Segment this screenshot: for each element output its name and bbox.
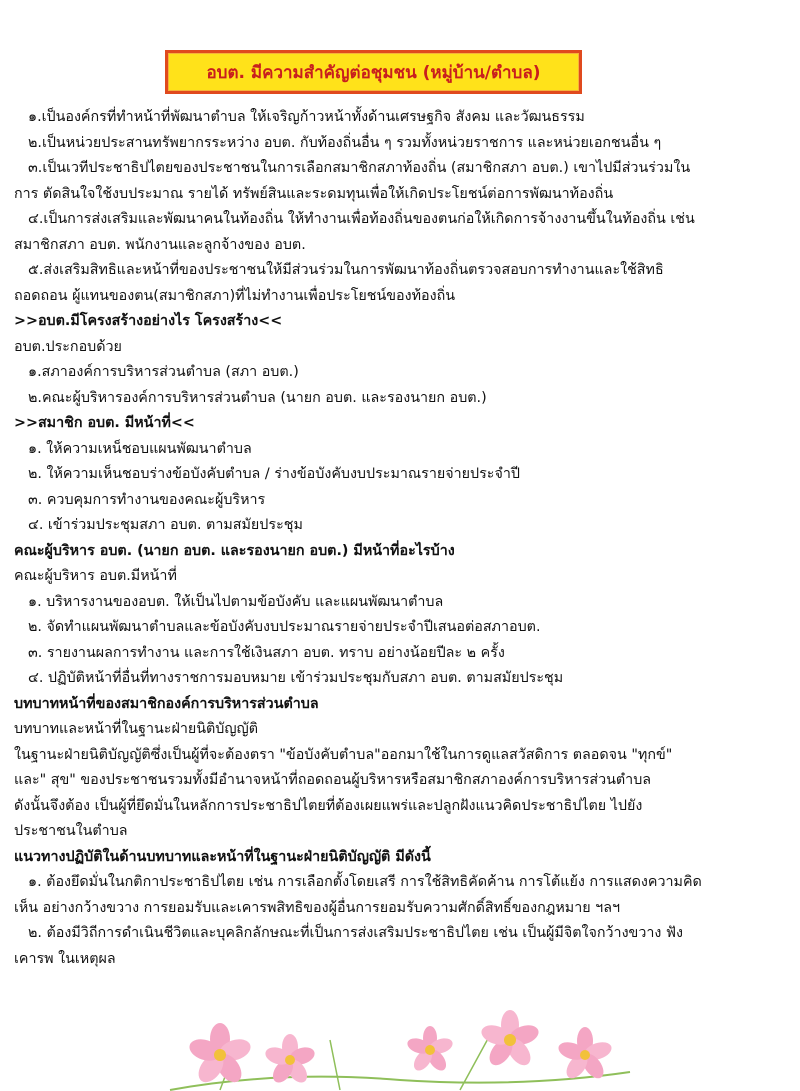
list-item: ๒.เป็นหน่วยประสานทรัพยากรระหว่าง อบต. กับท้องถิ่นอื่น ๆ รวมทั้งหน่วยราชการ และหน่วยเอกชนอื่น ๆ: [28, 134, 662, 151]
page-title-box: [165, 50, 582, 94]
list-item: ๑.เป็นองค์กรที่ทำหน้าที่พัฒนาตำบล ให้เจริญก้าวหน้าทั้งด้านเศรษฐกิจ สังคม และวัฒนธรรม: [28, 109, 585, 125]
list-item: ๑. บริหารงานของอบต. ให้เป็นไปตามข้อบังคับ และแผนพัฒนาตำบล: [28, 593, 444, 610]
member-duties-heading: >>สมาชิก อบต. มีหน้าที่<<: [14, 415, 195, 431]
flower-icon: [405, 1026, 454, 1074]
list-item: ๒. ให้ความเห็นชอบร่างข้อบังคับตำบล / ร่างข้อบังคับงบประมาณรายจ่ายประจำปี: [28, 466, 520, 482]
list-item: ๑. ให้ความเหน็ชอบแผนพัฒนาตำบล: [28, 440, 252, 457]
list-item-cont: สมาชิกสภา อบต. พนักงานและลูกจ้างของ อบต.: [14, 236, 306, 253]
list-item: ๒. จัดทำแผนพัฒนาตำบลและข้อบังคับงบประมาณรายจ่ายประจำปีเสนอต่อสภาอบต.: [28, 619, 541, 635]
flower-icon: [479, 1010, 541, 1069]
list-item: ๓. รายงานผลการทำงาน และการใช้เงินสภา อบต. ทราบ อย่างน้อยปีละ ๒ ครั้ง: [28, 644, 505, 661]
role-heading: บทบาทหน้าที่ของสมาชิกองค์การบริหารส่วนตำบล: [14, 695, 319, 712]
role-paragraph-line: ดังนั้นจึงต้อง เป็นผู้ที่ยึดมั่นในหลักการประชาธิปไตยที่ต้องเผยแพร่และปลูกฝังแนวคิดประชาธิปไตย ไปยัง: [14, 797, 643, 814]
list-item: ๒.คณะผู้บริหารองค์การบริหารส่วนตำบล (นายก อบต. และรองนายก อบต.): [28, 389, 487, 406]
list-item-cont: เห็น อย่างกว้างขวาง การยอมรับและเคารพสิทธิของผู้อื่นการยอมรับความศักดิ์สิทธิ์ของกฎหมาย ฯลฯ: [14, 899, 620, 916]
exec-duties-heading: คณะผู้บริหาร อบต. (นายก อบต. และรองนายก อบต.) มีหน้าที่อะไรบ้าง: [14, 542, 455, 559]
list-item: ๑. ต้องยึดมั่นในกติกาประชาธิปไตย เช่น การเลือกตั้งโดยเสรี การใช้สิทธิคัดค้าน การโต้แย้ง การแสดงความคิด: [28, 874, 702, 890]
list-item-cont: การ ตัดสินใจใช้งบประมาณ รายได้ ทรัพย์สินและระดมทุนเพื่อให้เกิดประโยชน์ต่อการพัฒนาท้องถิ่น: [14, 185, 614, 202]
list-item: ๔. เข้าร่วมประชุมสภา อบต. ตามสมัยประชุม: [28, 517, 303, 533]
list-item-cont: เคารพ ในเหตุผล: [14, 950, 116, 967]
list-item: ๓. ควบคุมการทำงานของคณะผู้บริหาร: [28, 491, 266, 508]
list-item: ๒. ต้องมีวิถีการดำเนินชีวิตและบุคลิกลักษณะที่เป็นการส่งเสริมประชาธิปไตย เช่น เป็นผู้มีจิตใจกว้างขวาง ฟัง: [28, 925, 684, 941]
flower-icon: [187, 1023, 254, 1087]
list-item: ๑.สภาองค์การบริหารส่วนตำบล (สภา อบต.): [28, 364, 299, 380]
practice-heading: แนวทางปฏิบัติในด้านบทบาทและหน้าที่ในฐานะฝ่ายนิติบัญญัติ มีดังนี้: [14, 848, 431, 865]
flower-decoration: [160, 1010, 640, 1091]
role-paragraph-line: ในฐานะฝ่ายนิติบัญญัติซึ่งเป็นผู้ที่จะต้องตรา "ข้อบังคับตำบล"ออกมาใช้ในการดูแลสวัสดิการ ตลอดจน "ทุกข์": [14, 746, 673, 763]
role-subheading: บทบาทและหน้าที่ในฐานะฝ่ายนิติบัญญัติ: [14, 721, 259, 737]
structure-intro: อบต.ประกอบด้วย: [14, 338, 122, 355]
structure-heading: >>อบต.มีโครงสร้างอย่างไร โครงสร้าง<<: [14, 313, 283, 329]
list-item-cont: ถอดถอน ผู้แทนของตน(สมาชิกสภา)ที่ไม่ทำงานเพื่อประโยชน์ของท้องถิ่น: [14, 287, 456, 304]
list-item: ๔.เป็นการส่งเสริมและพัฒนาคนในท้องถิ่น ให้ทำงานเพื่อท้องถิ่นของตนก่อให้เกิดการจ้างงานขึ้นในท้องถิ่น เช่น: [28, 211, 695, 227]
page-title: อบต. มีความสำคัญต่อชุมชน (หมู่บ้าน/ตำบล): [206, 62, 541, 83]
exec-duties-intro: คณะผู้บริหาร อบต.มีหน้าที่: [14, 568, 177, 584]
list-item: ๓.เป็นเวทีประชาธิปไตยของประชาชนในการเลือกสมาชิกสภาท้องถิ่น (สมาชิกสภา อบต.) เขาไปมีส่วนร่วมใน: [28, 160, 691, 176]
document-body: [14, 105, 789, 972]
list-item: ๔. ปฏิบัติหน้าที่อื่นที่ทางราชการมอบหมาย เข้าร่วมประชุมกับสภา อบต. ตามสมัยประชุม: [28, 670, 564, 686]
role-paragraph-line: และ" สุข" ของประชาชนรวมทั้งมีอำนาจหน้าที่ถอดถอนผู้บริหารหรือสมาชิกสภาองค์การบริหารส่วนตำบล: [14, 772, 652, 788]
role-paragraph-line: ประชาชนในตำบล: [14, 823, 128, 839]
flower-icon: [556, 1027, 614, 1082]
list-item: ๕.ส่งเสริมสิทธิและหน้าที่ของประชาชนให้มีส่วนร่วมในการพัฒนาท้องถิ่นตรวจสอบการทำงานและใช้สิทธิ: [28, 262, 664, 278]
